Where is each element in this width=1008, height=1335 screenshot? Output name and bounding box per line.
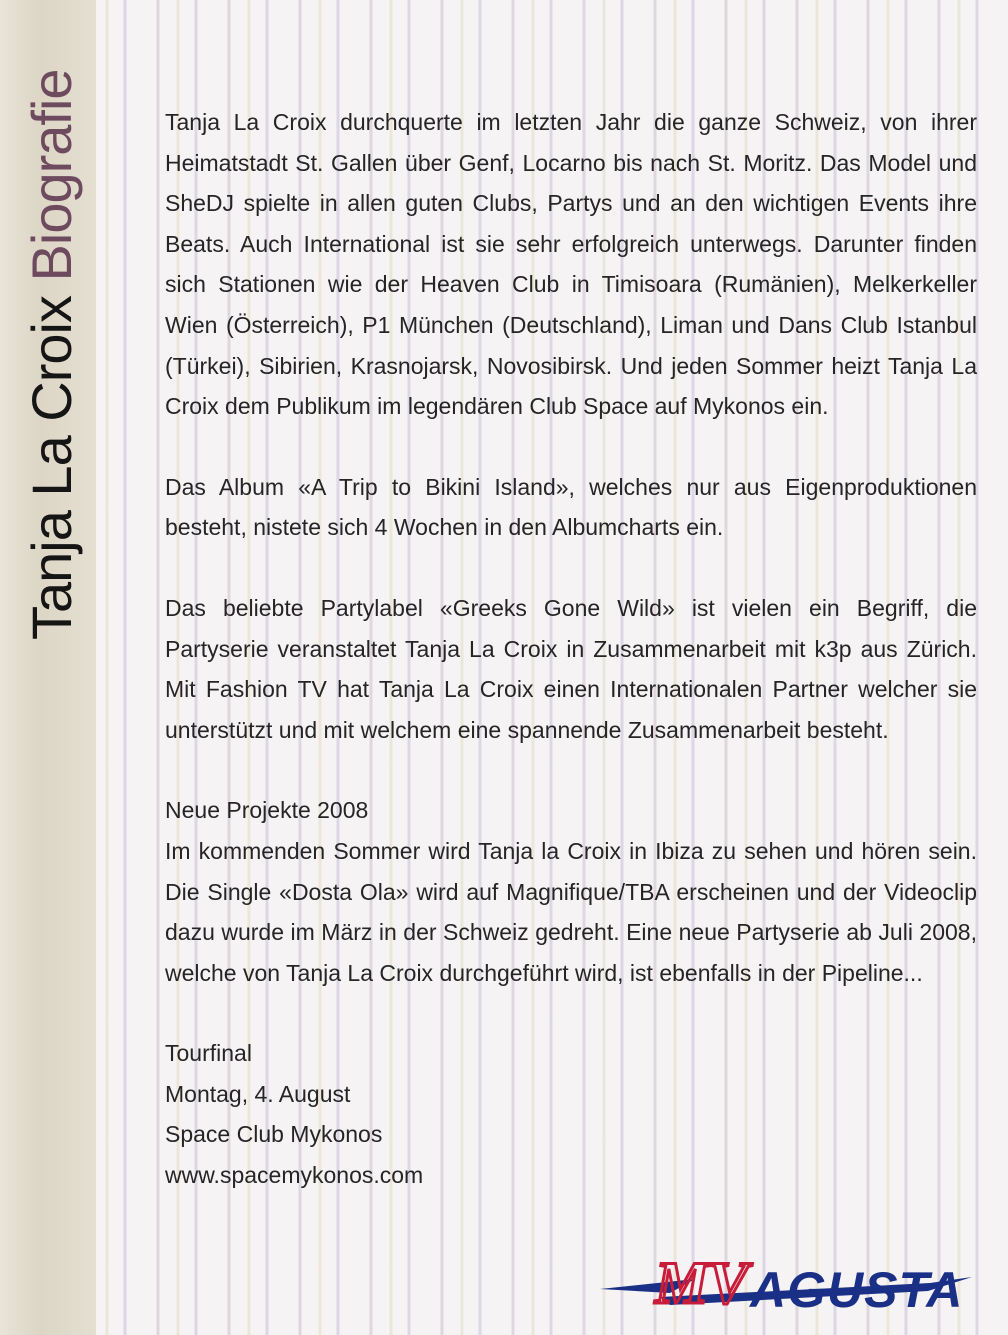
logo-mark-mv: MV [655, 1250, 749, 1316]
logo-word-agusta: AGUSTA [750, 1262, 964, 1318]
projects-section [165, 790, 977, 993]
vertical-title [20, 69, 84, 640]
mv-agusta-logo [600, 1245, 980, 1325]
tour-venue: Space Club Mykonos [165, 1121, 383, 1148]
tour-section [165, 1033, 977, 1195]
paragraph-partylabel: Das beliebte Partylabel «Greeks Gone Wild» ist vielen ein Begriff, die Partyserie veranstaltet Tanja La Croix in Zusammenarbeit mit k3p aus Zürich. Mit Fashion TV hat Tanja La Croix einen Internationalen Partner welcher sie unterstützt und mit welchem eine spannende Zusammenarbeit besteht. [165, 594, 977, 743]
mv-agusta-logo-graphic [600, 1245, 980, 1325]
title-biografie: Biografie [20, 69, 83, 282]
article-body [165, 102, 977, 1196]
paragraph-album: Das Album «A Trip to Bikini Island», welches nur aus Eigenproduktionen besteht, nistete sich 4 Wochen in den Albumcharts ein. [165, 473, 977, 541]
title-name: Tanja La Croix [20, 296, 83, 640]
paragraph-intro: Tanja La Croix durchquerte im letzten Jahr die ganze Schweiz, von ihrer Heimatstadt St. Gallen über Genf, Locarno bis nach St. Moritz. Das Model und SheDJ spielte in allen guten Clubs, Partys und an den wichtigen Events ihre Beats. Auch International ist sie sehr erfolgreich unterwegs. Darunter finden sich Stationen wie der Heaven Club in Timisoara (Rumänien), Melkerkeller Wien (Österreich), P1 München (Deutschland), Liman und Dans Club Istanbul (Türkei), Sibirien, Krasnojarsk, Novosibirsk. Und jeden Sommer heizt Tanja La Croix dem Publikum im legendären Club Space auf Mykonos ein. [165, 109, 977, 420]
paragraph-projects: Im kommenden Sommer wird Tanja la Croix in Ibiza zu sehen und hören sein. Die Single «Dosta Ola» wird auf Magnifique/TBA erscheinen und der Videoclip dazu wurde im März in der Schweiz gedreht. Eine neue Partyserie ab Juli 2008, welche von Tanja La Croix durchgeführt wird, ist ebenfalls in der Pipeline... [165, 837, 977, 986]
projects-heading: Neue Projekte 2008 [165, 797, 369, 824]
tour-heading: Tourfinal [165, 1040, 252, 1067]
tour-url-link[interactable]: www.spacemykonos.com [165, 1162, 424, 1189]
tour-date: Montag, 4. August [165, 1080, 351, 1107]
